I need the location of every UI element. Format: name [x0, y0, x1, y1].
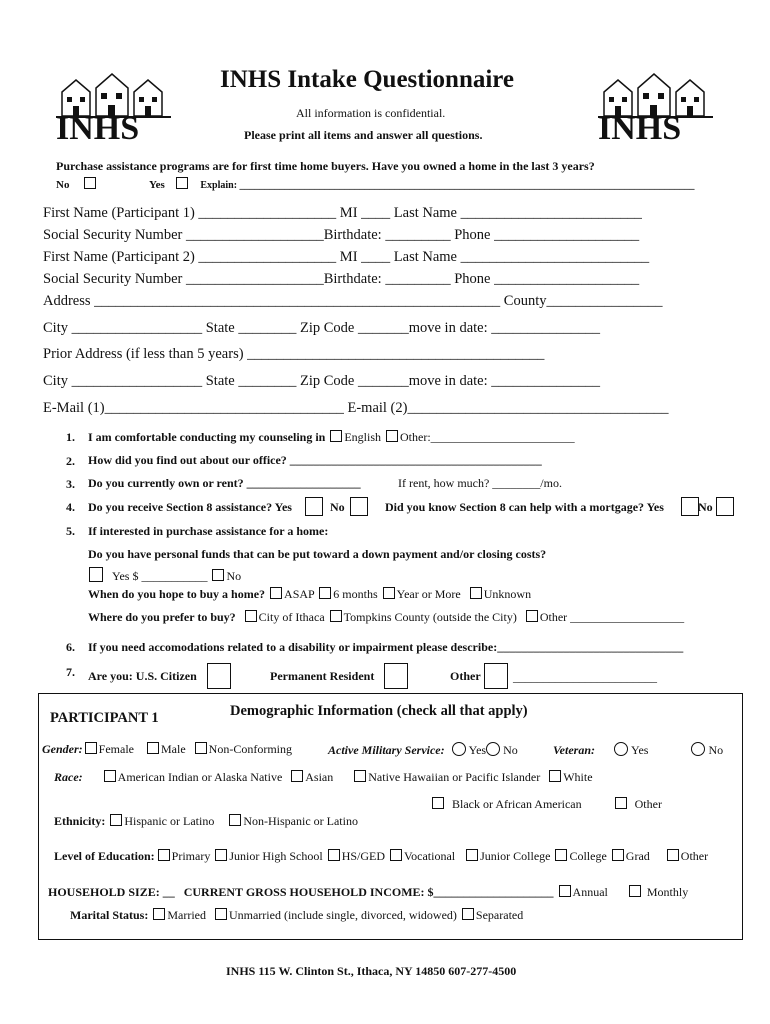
- race-black-checkbox[interactable]: [432, 797, 444, 809]
- military-label: Active Military Service:: [328, 743, 445, 757]
- q4b-text: Did you know Section 8 can help with a mortgage? Yes: [385, 500, 664, 514]
- q1-other-checkbox[interactable]: [386, 430, 398, 442]
- race-hawaiian-label: Native Hawaiian or Pacific Islander: [368, 770, 541, 784]
- q5c-tompkins-checkbox[interactable]: [330, 610, 342, 622]
- q5a-yes-label[interactable]: Yes $ ___________: [112, 569, 208, 583]
- military-no-label: No: [503, 743, 518, 757]
- veteran-label: Veteran:: [553, 743, 595, 757]
- race-asian-label: Asian: [305, 770, 334, 784]
- income-monthly-checkbox[interactable]: [629, 885, 641, 897]
- q5b-text: When do you hope to buy a home?: [88, 587, 266, 601]
- race-other-checkbox[interactable]: [615, 797, 627, 809]
- gender-male-label: Male: [161, 742, 186, 756]
- gender-label: Gender:: [42, 742, 83, 756]
- military-yes-radio[interactable]: [452, 742, 466, 756]
- q4b-no-label: No: [698, 500, 713, 514]
- race-label: Race:: [54, 770, 83, 784]
- race-row-2: [430, 797, 662, 812]
- gender-male-checkbox[interactable]: [147, 742, 159, 754]
- edu-other-label: Other: [680, 849, 709, 863]
- marital-married-checkbox[interactable]: [153, 908, 165, 920]
- q1-row: [88, 430, 575, 445]
- q5-number: 5.: [66, 524, 75, 538]
- ownership-no-checkbox[interactable]: [84, 177, 96, 189]
- q5b-unknown-checkbox[interactable]: [470, 587, 482, 599]
- q5a-yes-checkbox[interactable]: [89, 567, 103, 582]
- ethnicity-non-checkbox[interactable]: [229, 814, 241, 826]
- q2-text[interactable]: How did you find out about our office? __________________________________________: [88, 453, 542, 467]
- household-size[interactable]: HOUSEHOLD SIZE: __: [48, 885, 175, 899]
- military-row: [328, 742, 518, 758]
- confidential-note: All information is confidential.: [296, 106, 446, 120]
- q5b-unknown-label: Unknown: [483, 587, 532, 601]
- logo-right: [598, 70, 718, 155]
- q5b-year-checkbox[interactable]: [383, 587, 395, 599]
- race-white-label: White: [563, 770, 593, 784]
- marital-separated-label: Separated: [475, 908, 524, 922]
- edu-hs-label: HS/GED: [341, 849, 386, 863]
- q1-english-label: English: [344, 430, 382, 444]
- ownership-yes-checkbox[interactable]: [176, 177, 188, 189]
- edu-jc-checkbox[interactable]: [466, 849, 478, 861]
- edu-grad-checkbox[interactable]: [612, 849, 624, 861]
- marital-unmarried-label: Unmarried (include single, divorced, widowed): [228, 908, 457, 922]
- ethnicity-hispanic-label: Hispanic or Latino: [124, 814, 215, 828]
- gender-female-label: Female: [98, 742, 134, 756]
- q4-text: Do you receive Section 8 assistance? Yes: [88, 500, 292, 514]
- ethnicity-label: Ethnicity:: [54, 814, 106, 828]
- q5b-year-label: Year or More: [396, 587, 461, 601]
- email-row[interactable]: E-Mail (1)_________________________________ E-mail (2)____________________________________: [43, 400, 669, 416]
- veteran-yes-label: Yes: [631, 743, 649, 757]
- household-row: [48, 885, 688, 900]
- demographics-heading: Demographic Information (check all that apply): [230, 703, 528, 719]
- ethnicity-row: [54, 814, 358, 829]
- edu-college-label: College: [569, 849, 607, 863]
- q5a-text: Do you have personal funds that can be put toward a down payment and/or closing costs?: [88, 547, 547, 561]
- q4-no-label: No: [330, 500, 345, 514]
- q5c-row: [88, 610, 684, 625]
- edu-voc-label: Vocational: [404, 849, 456, 863]
- city-2-row[interactable]: City __________________ State ________ Zip Code _______move in date: _______________: [43, 373, 601, 389]
- q5a-no-label: No: [226, 569, 242, 583]
- ownership-question: Purchase assistance programs are for first time home buyers. Have you owned a home in the last 3 years?: [56, 159, 595, 173]
- edu-jhs-label: Junior High School: [229, 849, 323, 863]
- q5b-row: [88, 587, 531, 602]
- edu-grad-label: Grad: [625, 849, 650, 863]
- military-yes-label: Yes: [468, 743, 487, 757]
- education-row: [54, 849, 708, 864]
- marital-row: [70, 908, 523, 923]
- q5b-asap-checkbox[interactable]: [270, 587, 282, 599]
- race-row: [54, 770, 593, 785]
- q7-other-checkbox[interactable]: [484, 663, 508, 689]
- q5c-text: Where do you prefer to buy?: [88, 610, 236, 624]
- race-other-label: Other: [634, 797, 662, 811]
- veteran-no-radio[interactable]: [691, 742, 705, 756]
- ethnicity-non-label: Non-Hispanic or Latino: [243, 814, 358, 828]
- race-native-checkbox[interactable]: [104, 770, 116, 782]
- q4-number: 4.: [66, 500, 75, 514]
- q1-english-checkbox[interactable]: [330, 430, 342, 442]
- city-1-row[interactable]: City __________________ State ________ Zip Code _______move in date: _______________: [43, 320, 601, 336]
- q6-text[interactable]: If you need accomodations related to a disability or impairment please describe:_______________________________: [88, 640, 684, 654]
- q1-text: I am comfortable conducting my counseling in: [88, 430, 326, 444]
- edu-primary-label: Primary: [171, 849, 211, 863]
- ethnicity-hispanic-checkbox[interactable]: [110, 814, 122, 826]
- q3-text[interactable]: Do you currently own or rent? ___________________: [88, 476, 361, 490]
- q7-number: 7.: [66, 665, 75, 679]
- q1-number: 1.: [66, 430, 75, 444]
- q1-other-label[interactable]: Other:________________________: [400, 430, 575, 444]
- race-hawaiian-checkbox[interactable]: [354, 770, 366, 782]
- gender-row: [42, 742, 292, 757]
- q5c-other-checkbox[interactable]: [526, 610, 538, 622]
- q4-no-checkbox[interactable]: [350, 497, 368, 516]
- ownership-no-label: No: [56, 179, 70, 191]
- first-name-2-row[interactable]: First Name (Participant 2) ___________________ MI ____ Last Name __________________________: [43, 249, 650, 265]
- participant-label: PARTICIPANT 1: [50, 710, 159, 726]
- edu-hs-checkbox[interactable]: [328, 849, 340, 861]
- marital-label: Marital Status:: [70, 908, 149, 922]
- gender-nonconforming-checkbox[interactable]: [195, 742, 207, 754]
- marital-unmarried-checkbox[interactable]: [215, 908, 227, 920]
- q7-pr-checkbox[interactable]: [384, 663, 408, 689]
- q7-text: Are you: U.S. Citizen: [88, 669, 197, 683]
- page-title: INHS Intake Questionnaire: [220, 66, 515, 93]
- gender-female-checkbox[interactable]: [85, 742, 97, 754]
- q5a-row: [112, 569, 241, 584]
- race-black-label: Black or African American: [452, 797, 582, 811]
- q3-number: 3.: [66, 477, 75, 491]
- gender-nonconforming-label: Non-Conforming: [208, 742, 292, 756]
- q5c-ithaca-label: City of Ithaca: [258, 610, 325, 624]
- ownership-yes-label: Yes: [148, 179, 165, 191]
- q5c-tompkins-label: Tompkins County (outside the City): [343, 610, 517, 624]
- ownership-answers: [56, 177, 695, 191]
- edu-other-checkbox[interactable]: [667, 849, 679, 861]
- race-white-checkbox[interactable]: [549, 770, 561, 782]
- logo-left-text: INHS: [56, 110, 140, 147]
- q6-number: 6.: [66, 640, 75, 654]
- veteran-row: [553, 742, 723, 758]
- prior-address-row[interactable]: Prior Address (if less than 5 years) _________________________________________: [43, 346, 545, 362]
- q5c-ithaca-checkbox[interactable]: [245, 610, 257, 622]
- veteran-no-label: No: [708, 743, 724, 757]
- q2-number: 2.: [66, 454, 75, 468]
- q4-yes-checkbox[interactable]: [305, 497, 323, 516]
- q5-text: If interested in purchase assistance for a home:: [88, 524, 329, 538]
- q5b-6m-checkbox[interactable]: [319, 587, 331, 599]
- income-monthly-label: Monthly: [646, 885, 689, 899]
- logo-right-text: INHS: [598, 110, 682, 147]
- income-annual-checkbox[interactable]: [559, 885, 571, 897]
- q3-rent[interactable]: If rent, how much? ________/mo.: [398, 476, 562, 490]
- edu-jhs-checkbox[interactable]: [215, 849, 227, 861]
- race-native-label: American Indian or Alaska Native: [117, 770, 283, 784]
- income-annual-label: Annual: [572, 885, 608, 899]
- q7-citizen-checkbox[interactable]: [207, 663, 231, 689]
- q7-other-line[interactable]: ________________________: [513, 670, 657, 684]
- q7-pr-label: Permanent Resident: [270, 669, 375, 683]
- edu-jc-label: Junior College: [480, 849, 551, 863]
- household-income[interactable]: CURRENT GROSS HOUSEHOLD INCOME: $____________________: [183, 885, 554, 899]
- q5a-no-checkbox[interactable]: [212, 569, 224, 581]
- marital-separated-checkbox[interactable]: [462, 908, 474, 920]
- ssn-1-row[interactable]: Social Security Number ___________________Birthdate: _________ Phone ____________________: [43, 227, 640, 243]
- education-label: Level of Education:: [54, 849, 155, 863]
- address-row[interactable]: Address ________________________________________________________ County________________: [43, 293, 663, 309]
- q4b-yes-checkbox[interactable]: [681, 497, 699, 516]
- q4b-no-checkbox[interactable]: [716, 497, 734, 516]
- q7-other-label: Other: [450, 669, 481, 683]
- first-name-1-row[interactable]: First Name (Participant 1) ___________________ MI ____ Last Name _________________________: [43, 205, 642, 221]
- ssn-2-row[interactable]: Social Security Number ___________________Birthdate: _________ Phone ____________________: [43, 271, 640, 287]
- veteran-yes-radio[interactable]: [614, 742, 628, 756]
- military-no-radio[interactable]: [486, 742, 500, 756]
- instructions-note: Please print all items and answer all questions.: [244, 128, 483, 142]
- edu-voc-checkbox[interactable]: [390, 849, 402, 861]
- q5c-other-label[interactable]: Other ___________________: [539, 610, 685, 624]
- edu-college-checkbox[interactable]: [555, 849, 567, 861]
- logo-left: [56, 70, 176, 155]
- race-asian-checkbox[interactable]: [291, 770, 303, 782]
- q5b-asap-label: ASAP: [284, 587, 315, 601]
- ownership-explain[interactable]: Explain: ___________________________________________________________________________________________: [200, 180, 695, 191]
- marital-married-label: Married: [167, 908, 206, 922]
- footer-address: INHS 115 W. Clinton St., Ithaca, NY 14850 607-277-4500: [226, 964, 517, 978]
- edu-primary-checkbox[interactable]: [158, 849, 170, 861]
- q5b-6m-label: 6 months: [333, 587, 378, 601]
